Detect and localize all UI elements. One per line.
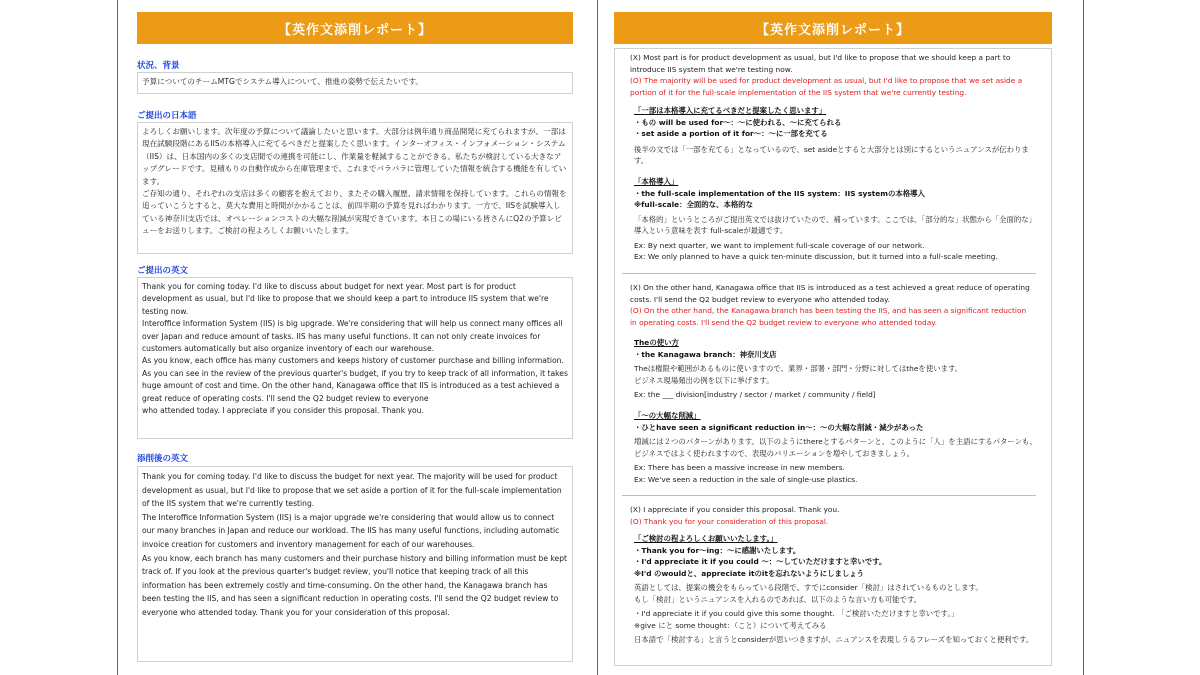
original-sentence: (X) On the other hand, Kanagawa office that IIS is introduced as a test achieved a great reduce of operating costs. I'll send the Q2 budget review to everyone who attended today. <box>630 283 1033 304</box>
explanation-3 <box>634 533 1038 646</box>
report-title-banner-right: 【英作文添削レポート】 <box>614 12 1052 44</box>
correction-block-2 <box>630 282 1034 328</box>
situation-box <box>137 72 573 94</box>
point-note: 増減には２つのパターンがあります。以下のようにthereとするパターンと、このように「人」を主語にするパターンも、ビジネスではよく使われますので、表現のバリエーションを増やしておきましょう。 <box>634 437 1037 458</box>
correction-block-1 <box>630 52 1034 98</box>
section-divider <box>622 273 1036 274</box>
left-report-page <box>117 0 597 675</box>
situation-text: 予算についてのチームMTGでシステム導入について、推進の姿勢で伝えたいです。 <box>142 77 424 86</box>
explanation-2b <box>634 410 1038 485</box>
point-line: ・ひとhave seen a significant reduction in～：～の大幅な削減・減少があった <box>634 422 924 432</box>
correction-block-3 <box>630 504 1034 527</box>
point-line: ・the Kanagawa branch：神奈川支店 <box>634 349 777 359</box>
center-page-border <box>597 0 598 675</box>
example-line: ※give にと some thought：（こと）について考えてみる <box>634 620 827 630</box>
corrected-sentence: (O) The majority will be used for product development as usual, but I'd like to propose that we set aside a portion of it for the full-scale implementation of the IIS system that we're currently testing. <box>630 76 1025 97</box>
point-heading: 「一部は本格導入に充てるべきだと提案したく思います」 <box>634 106 827 115</box>
point-line: ・set aside a portion of it for～：～に一部を充てる <box>634 129 828 138</box>
point-note: Theは権限や範囲があるものに使いますので、業界・部署・部門・分野に対してはtheを使います。 ビジネス現場頻出の例を以下に挙げます。 <box>634 364 963 385</box>
example-line: Ex: We've seen a reduction in the sale of single-use plastics. <box>634 474 858 484</box>
point-heading: Theの使い方 <box>634 338 679 347</box>
original-sentence: (X) I appreciate if you consider this proposal. Thank you. <box>630 505 840 514</box>
point-line: ・I'd appreciate it if you could ～：～していただけますと幸いです。 <box>634 557 887 566</box>
point-note: 英語としては、提案の機会をもらっている段階で、すでにconsider「検討」はされているものとします。 もし「検討」というニュアンスを入れるのであれば、以下のような言い方も可能です。 <box>634 583 983 604</box>
point-line: ※full-scale：全面的な、本格的な <box>634 200 754 209</box>
corrected-sentence: (O) Thank you for your consideration of this proposal. <box>630 516 829 526</box>
explanation-1b <box>634 176 1038 263</box>
point-heading: 「～の大幅な削減」 <box>634 411 701 420</box>
japanese-box <box>137 122 573 254</box>
point-line: ・もの will be used for～：～に使われる、～に充てられる <box>634 117 842 127</box>
point-note: 後半の文では「一部を充てる」となっているので、set asideとすると大部分とは別にするというニュアンスが伝わります。 <box>634 144 1029 165</box>
japanese-heading: ご提出の日本語 <box>137 111 197 121</box>
english-heading: ご提出の英文 <box>137 266 189 276</box>
point-note: 「本格的」というところがご提出英文では抜けていたので、補っています。ここでは、「部分的な」状態から「全面的な」導入という意味を表す full-scaleが最適です。 <box>634 214 1037 235</box>
explanation-2a <box>634 337 1038 401</box>
corrected-sentence: (O) On the other hand, the Kanagawa branch has been testing the IIS, and has seen a significant reduction in operating costs. I'll send the Q2 budget review to everyone who attended today. <box>630 306 1029 327</box>
point-line: ・the full-scale implementation of the IIS system：IIS systemの本格導入 <box>634 188 925 198</box>
example-line: Ex: By next quarter, we want to implement full-scale coverage of our network. <box>634 240 925 250</box>
corrected-box <box>137 466 573 662</box>
situation-heading: 状況、背景 <box>137 61 180 71</box>
corrected-heading: 添削後の英文 <box>137 454 189 464</box>
example-line: Ex: There has been a massive increase in new members. <box>634 463 845 472</box>
point-line: ・Thank you for～ing：～に感謝いたします。 <box>634 545 801 555</box>
point-heading: 「本格導入」 <box>634 177 679 186</box>
original-sentence: (X) Most part is for product development as usual, but I'd like to propose that we should keep a part to introduce IIS system that we're testing now. <box>630 53 1013 74</box>
english-text: Thank you for coming today. I'd like to discuss about budget for next year. Most part is for product development as usual, but I'd like to propose that we should keep a part to introduce IIS system that we're testing now. Interoffice Information System (IIS) is big upgrade. We're considering that will help us connect many offices all over Japan and reduce amount of tasks. IIS has many useful functions. It can not only create invoices for customers automatically but also organize inventory of each our warehouse. As you know, each office has many customers and keeps history of customer purchase and billing information. As you can see in the review of the previous quarter's budget, if you try to keep track of all information, it takes huge amount of cost and time. On the other hand, Kanagawa office that IIS is introduced as a test achieved a great reduce of operating costs. I'll send the Q2 budget review to everyone who attended today. I appreciate if you consider this proposal. Thank you. <box>142 282 568 416</box>
corrected-text: Thank you for coming today. I'd like to discuss the budget for next year. The majority will be used for product development as usual, but I'd like to propose that we set aside a portion of it for the full-scale implementation of the IIS system that we're currently testing. The Interoffice Information System (IIS) is a major upgrade we're considering that would allow us to connect our many branches in Japan and reduce our workload. The IIS has many useful functions, including automatic invoice creation for customers and inventory management for each of our warehouses. As you know, each branch has many customers and their purchase history and billing information must be kept track of. If you look at the previous quarter's budget review, you'll notice that keeping track of all this information has been extremely costly and time-consuming. On the other hand, the Kanagawa branch has been testing the IIS, and has seen a significant reduction in operating costs. I'll send the Q2 budget review to everyone who attended today. Thank you for your consideration of this proposal. <box>142 472 568 617</box>
point-line: ※I'd のwouldと、appreciate itのitを忘れないようにしましょう <box>634 568 865 578</box>
point-heading: 「ご検討の程よろしくお願いいたします。」 <box>634 534 778 543</box>
report-title-banner: 【英作文添削レポート】 <box>137 12 573 44</box>
example-line: Ex: We only planned to have a quick ten-minute discussion, but it turned into a full-scale meeting. <box>634 252 998 261</box>
right-report-page <box>606 0 1086 675</box>
section-divider <box>622 495 1036 496</box>
example-line: ・I'd appreciate it if you could give this some thought. 「ご検討いただけますと幸いです。」 <box>634 609 959 618</box>
japanese-text: よろしくお願いします。次年度の予算について議論したいと思います。大部分は例年通り商品開発に充てられますが、一部は現在試験段階にあるIISの本格導入に充てるべきだと提案したく思います。インターオフィス・インフォメーション・システム（IIS）は、日本国内の多くの支店間での連携を可能にし、作業量を軽減することができる、私たちが検討している大きなアップグレードです。見積もりの自動作成から在庫管理まで、これまでバラバラに管理していた情報を統合する機能を有しています。 ご存知の通り、それぞれの支店は多くの顧客を抱えており、またその購入履歴、請求情報を保持しています。これらの情報を追っていこうとすると、莫大な費用と時間がかかることは、前四半期の予算を見ればわかります。一方で、IISを試験導入している神奈川支店では、オペレーションコストの大幅な削減が実現できています。本日この場にいる皆さんにQ2の予算レビューをお送りします。ご検討の程よろしくお願いいたします。 <box>142 127 567 236</box>
english-box <box>137 277 573 439</box>
example-line: Ex: the ___ division[industry / sector / market / community / field] <box>634 390 876 399</box>
explanation-1a <box>634 105 1038 167</box>
point-note: 日本語で「検討する」と言うとconsiderが思いつきますが、ニュアンスを表現しうるフレーズを知っておくと便利です。 <box>634 635 1034 644</box>
